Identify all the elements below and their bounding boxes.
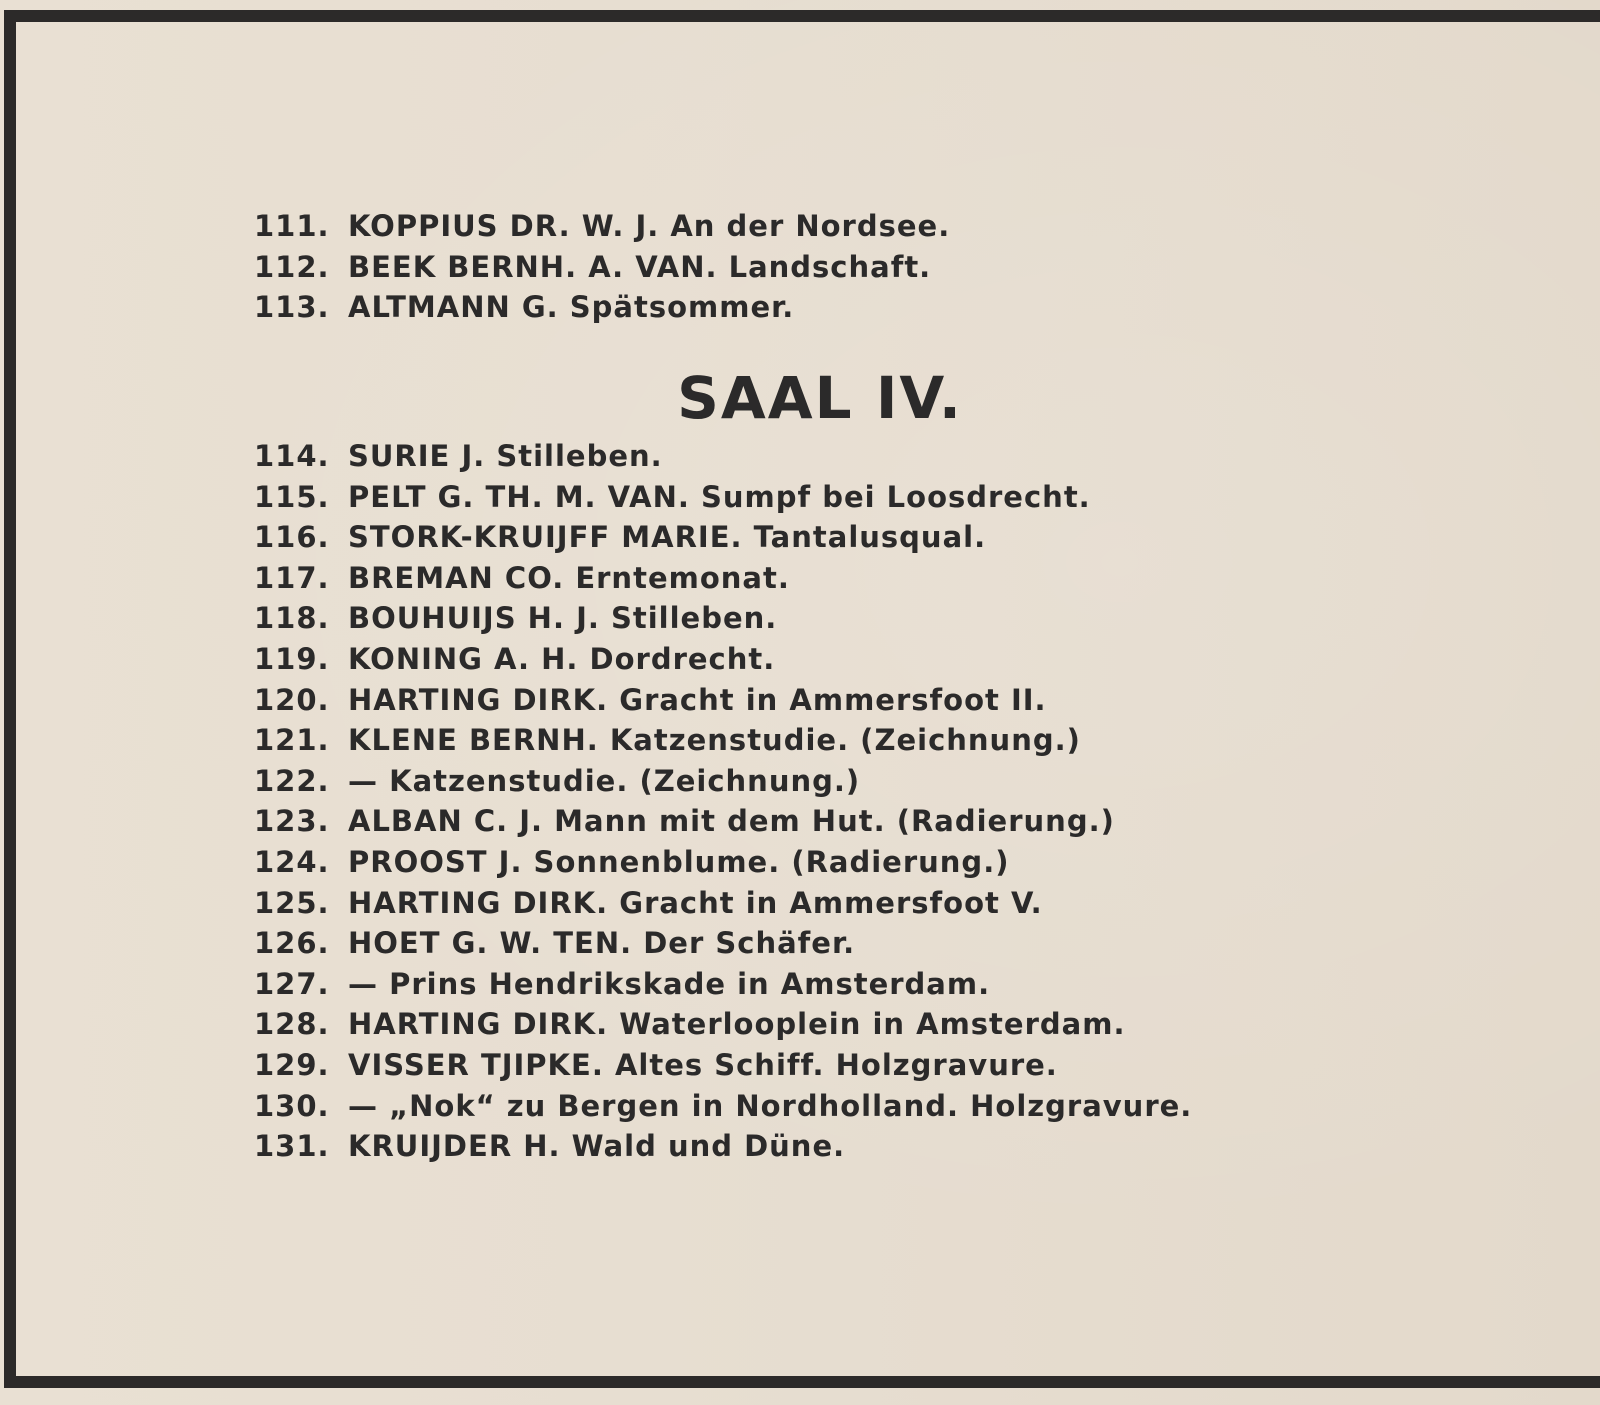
entry-text: KLENE BERNH. Katzenstudie. (Zeichnung.)	[348, 723, 1081, 758]
entry-text: HARTING DIRK. Waterlooplein in Amsterdam.	[348, 1007, 1126, 1042]
entry-text: — „Nok“ zu Bergen in Nordholland. Holzgravure.	[348, 1088, 1193, 1123]
catalog-entry	[254, 287, 950, 328]
entry-text: KONING A. H. Dordrecht.	[348, 641, 776, 676]
entry-text: BREMAN CO. Erntemonat.	[348, 560, 790, 595]
entry-number: 114.	[254, 439, 330, 473]
catalog-entry	[254, 1045, 1192, 1086]
catalog-entry	[254, 1086, 1192, 1127]
catalog-entry	[254, 436, 1192, 477]
entry-text: KRUIJDER H. Wald und Düne.	[348, 1129, 846, 1164]
catalog-entry	[254, 247, 950, 288]
catalog-entry	[254, 761, 1192, 802]
catalog-entry	[254, 964, 1192, 1005]
catalog-entry	[254, 477, 1192, 518]
entry-list-saal-iv	[254, 436, 1192, 1167]
catalog-entry	[254, 517, 1192, 558]
catalog-entry	[254, 206, 950, 247]
entry-number: 123.	[254, 804, 330, 839]
entry-number: 112.	[254, 249, 330, 284]
entry-text: HARTING DIRK. Gracht in Ammersfoot II.	[348, 682, 1047, 717]
catalog-entry	[254, 639, 1192, 680]
entry-text: PROOST J. Sonnenblume. (Radierung.)	[348, 844, 1010, 879]
entry-text: HOET G. W. TEN. Der Schäfer.	[348, 926, 856, 961]
entry-number: 120.	[254, 682, 330, 717]
entry-number: 113.	[254, 290, 330, 325]
entry-number: 125.	[254, 885, 330, 920]
entry-number: 129.	[254, 1047, 330, 1082]
entry-number: 131.	[254, 1129, 330, 1164]
entry-text: ALTMANN G. Spätsommer.	[348, 290, 795, 325]
entry-number: 124.	[254, 844, 330, 879]
catalog-entry	[254, 680, 1192, 721]
catalog-entry	[254, 883, 1192, 924]
entry-number: 115.	[254, 479, 330, 514]
entry-text: PELT G. TH. M. VAN. Sumpf bei Loosdrecht.	[348, 479, 1091, 514]
catalog-entry	[254, 1126, 1192, 1167]
entry-list-previous-hall	[254, 206, 950, 328]
hall-heading: SAAL IV.	[677, 364, 963, 432]
entry-number: 128.	[254, 1007, 330, 1042]
entry-number: 130.	[254, 1088, 330, 1123]
entry-text: SURIE J. Stilleben.	[348, 439, 663, 473]
page-border-bottom	[4, 1376, 1600, 1388]
catalog-entry	[254, 842, 1192, 883]
catalog-entry	[254, 598, 1192, 639]
entry-text: STORK-KRUIJFF MARIE. Tantalusqual.	[348, 520, 987, 555]
entry-number: 118.	[254, 601, 330, 636]
catalog-entry	[254, 801, 1192, 842]
catalog-entry	[254, 558, 1192, 599]
entry-text: BOUHUIJS H. J. Stilleben.	[348, 601, 778, 636]
entry-text: ALBAN C. J. Mann mit dem Hut. (Radierung.)	[348, 804, 1115, 839]
catalog-entry	[254, 1004, 1192, 1045]
catalog-entry	[254, 923, 1192, 964]
entry-text: — Prins Hendrikskade in Amsterdam.	[348, 966, 991, 1001]
entry-text: — Katzenstudie. (Zeichnung.)	[348, 763, 861, 798]
entry-number: 117.	[254, 560, 330, 595]
entry-text: VISSER TJIPKE. Altes Schiff. Holzgravure.	[348, 1047, 1058, 1082]
page-border-top	[4, 10, 1600, 22]
entry-text: KOPPIUS DR. W. J. An der Nordsee.	[348, 209, 951, 243]
entry-number: 116.	[254, 520, 330, 555]
catalog-entry	[254, 720, 1192, 761]
entry-number: 122.	[254, 763, 330, 798]
entry-number: 121.	[254, 723, 330, 758]
entry-number: 119.	[254, 641, 330, 676]
entry-number: 111.	[254, 209, 330, 243]
entry-text: BEEK BERNH. A. VAN. Landschaft.	[348, 249, 932, 284]
entry-text: HARTING DIRK. Gracht in Ammersfoot V.	[348, 885, 1043, 920]
entry-number: 126.	[254, 926, 330, 961]
page-border-left	[4, 10, 16, 1386]
entry-number: 127.	[254, 966, 330, 1001]
